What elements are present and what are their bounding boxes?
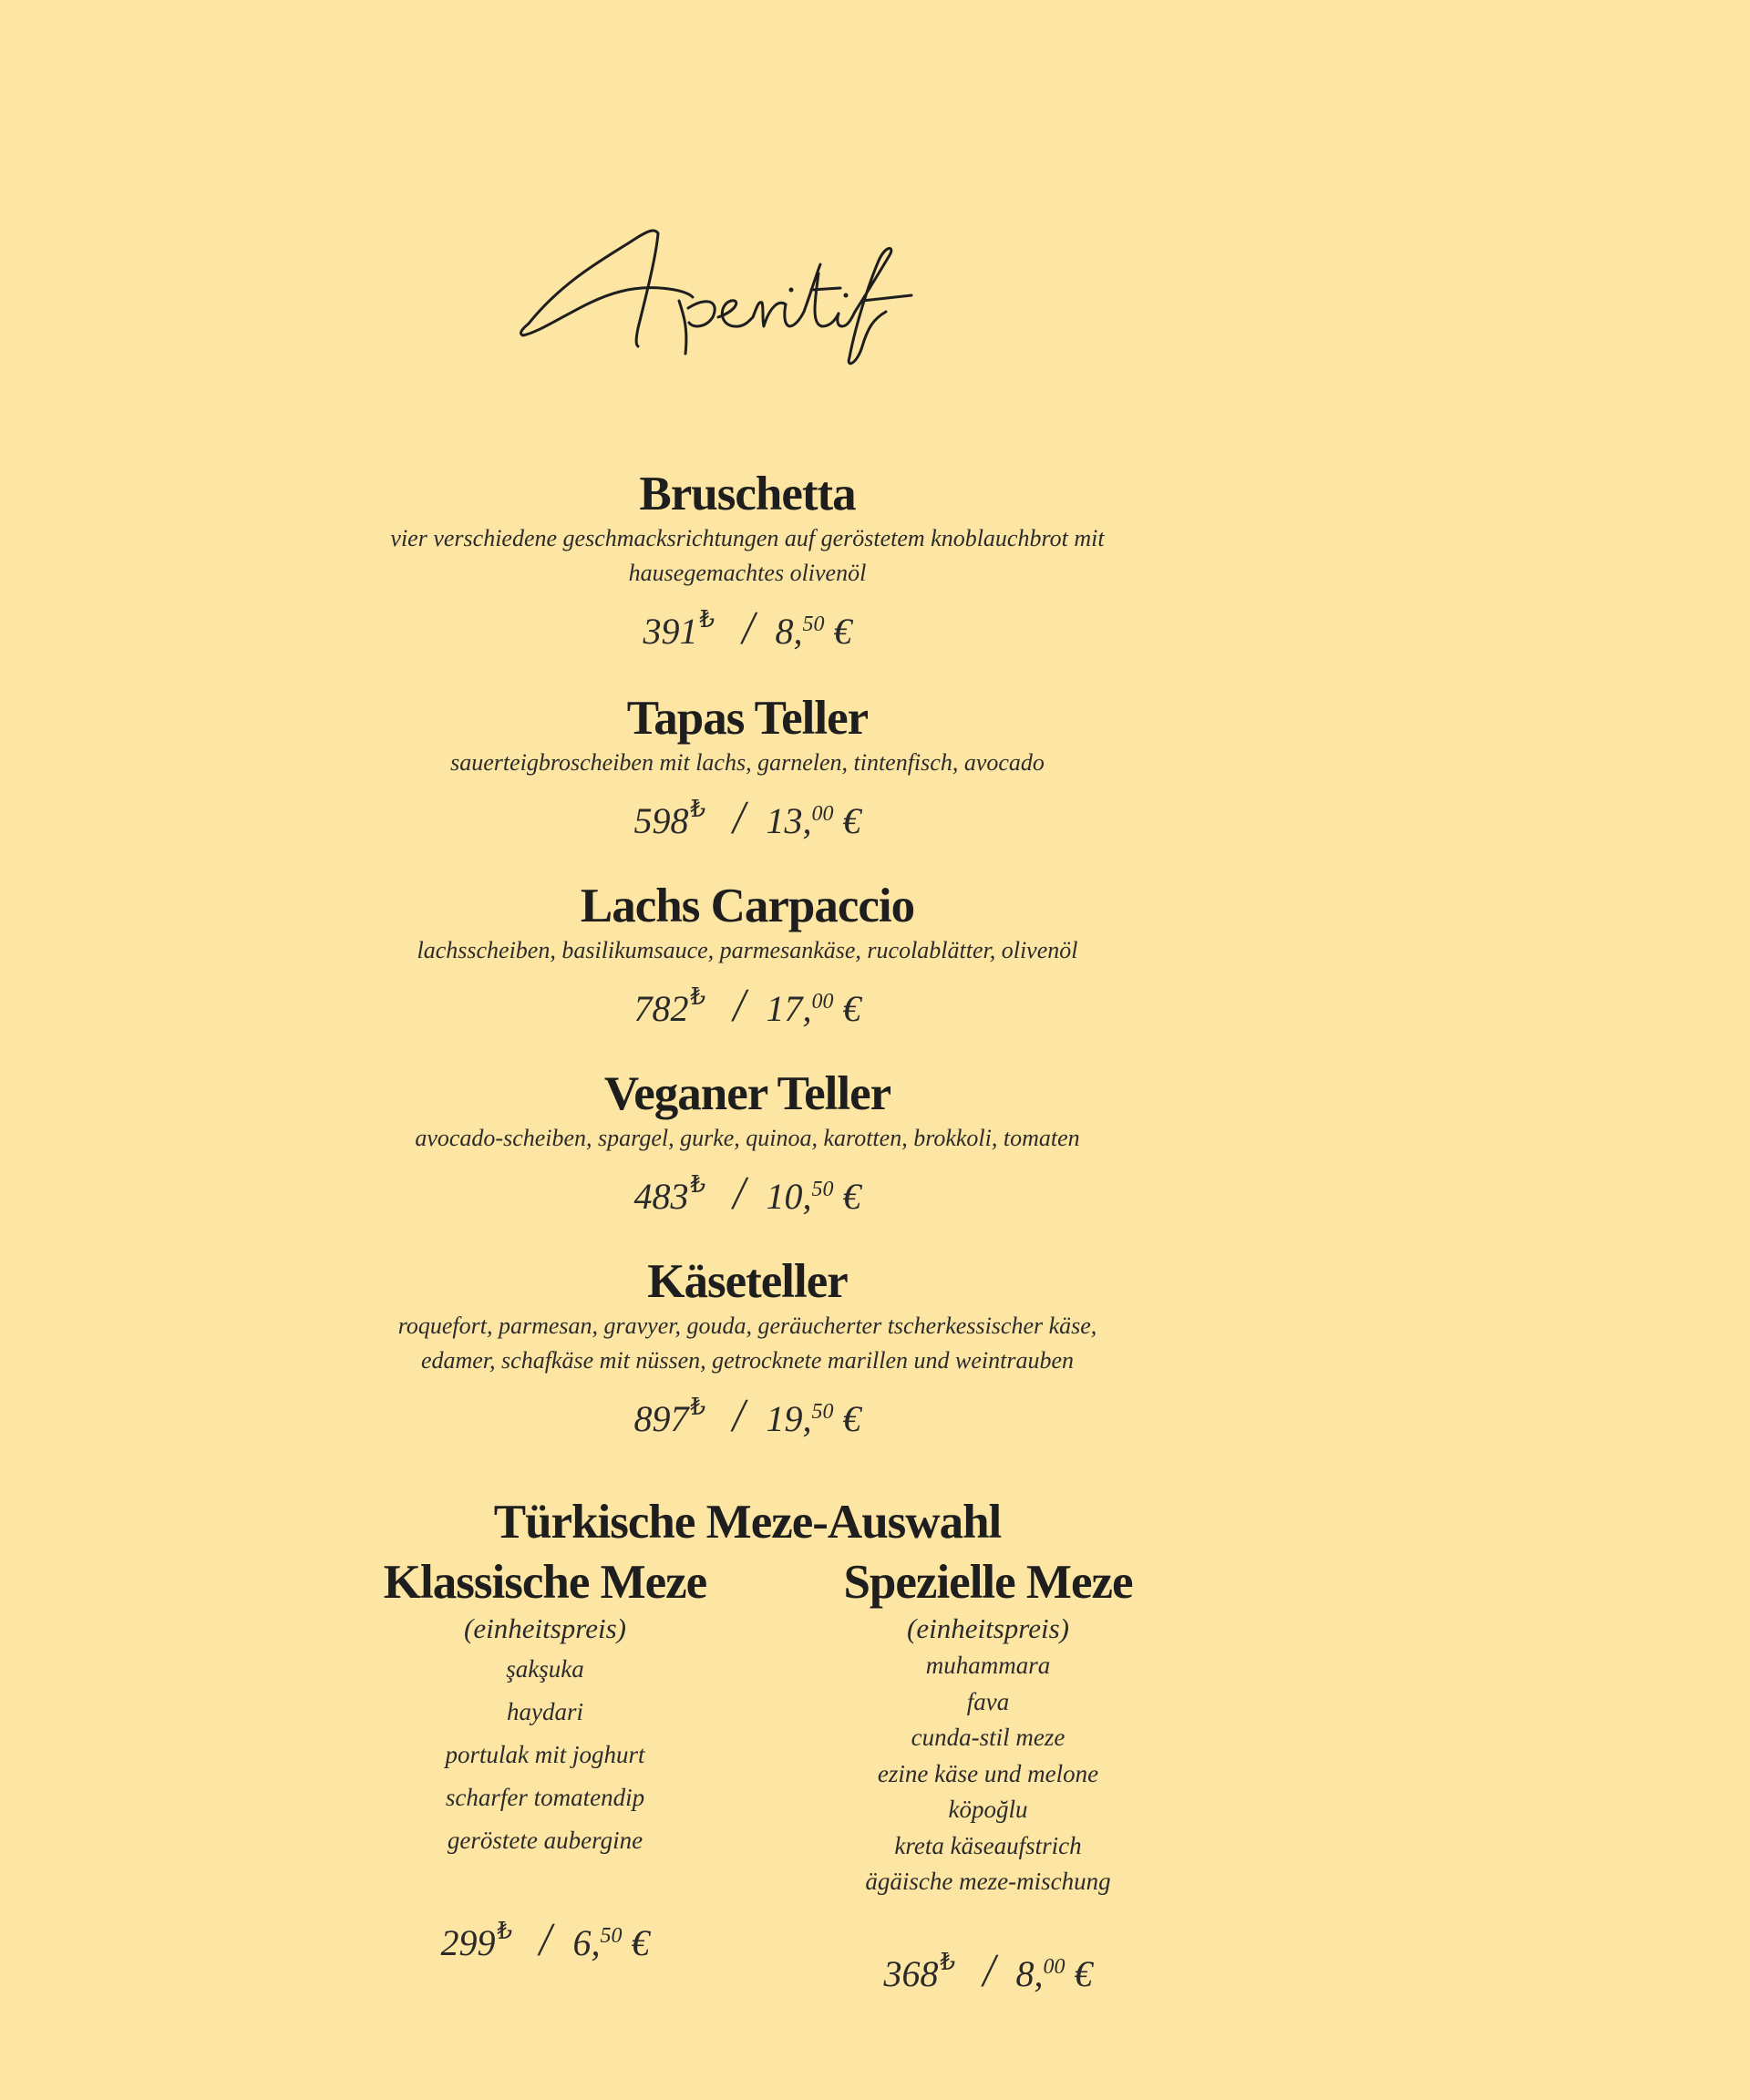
price-try: 391	[643, 611, 698, 652]
list-item: köpoğlu	[948, 1796, 1028, 1823]
item-price	[415, 1159, 1079, 1222]
price-separator: /	[729, 792, 750, 844]
special-meze-list	[843, 1648, 1132, 1900]
item-description-line: roquefort, parmesan, gravyer, gouda, geräucherter tscherkessischer käse,	[397, 1312, 1097, 1339]
list-item: muhammara	[925, 1652, 1051, 1679]
price-eur-int: 19,	[766, 1398, 812, 1439]
item-description-line: avocado-scheiben, spargel, gurke, quinoa, karotten, brokkoli, tomaten	[415, 1125, 1080, 1151]
price-eur-int: 10,	[766, 1176, 812, 1217]
item-description-line: vier verschiedene geschmacksrichtungen auf geröstetem knoblauchbrot mit	[390, 525, 1105, 551]
item-name: Lachs Carpaccio	[580, 880, 915, 932]
list-item: scharfer tomatendip	[445, 1784, 645, 1811]
price-separator: /	[729, 1168, 750, 1220]
classic-meze-title: Klassische Meze	[383, 1556, 707, 1609]
price-eur-cents: 00	[811, 990, 834, 1014]
euro-sign: €	[842, 988, 861, 1029]
menu-item-bruschetta	[390, 467, 1104, 657]
price-separator: /	[729, 980, 750, 1032]
special-meze-title: Spezielle Meze	[843, 1556, 1133, 1609]
price-try: 483	[633, 1176, 689, 1217]
special-meze-column	[843, 1555, 1132, 2000]
lira-sign: ₺	[690, 796, 706, 822]
price-eur-int: 13,	[766, 800, 812, 841]
price-eur-int: 8,	[775, 611, 803, 652]
euro-sign: €	[842, 1176, 861, 1217]
price-try: 782	[633, 988, 689, 1029]
item-name: Veganer Teller	[603, 1067, 891, 1120]
price-eur-cents: 50	[811, 1178, 834, 1201]
price-eur-cents: 50	[802, 612, 825, 636]
classic-meze-list	[384, 1648, 706, 1862]
euro-sign: €	[842, 1398, 861, 1439]
euro-sign: €	[1074, 1952, 1093, 1994]
item-description-line: edamer, schafkäse mit nüssen, getrocknete marillen und weintrauben	[420, 1347, 1075, 1374]
item-description-line: lachsscheiben, basilikumsauce, parmesankäse, rucolablätter, olivenöl	[417, 937, 1078, 963]
menu-item-tapas-teller	[450, 691, 1045, 847]
price-eur-int: 8,	[1015, 1952, 1044, 1994]
list-item: kreta käseaufstrich	[894, 1831, 1082, 1859]
euro-sign: €	[833, 611, 852, 652]
price-eur-cents: 00	[1043, 1954, 1065, 1979]
list-item: haydari	[506, 1698, 583, 1725]
list-item: şakşuka	[506, 1655, 584, 1683]
item-description-line: hausegemachtes olivenöl	[628, 560, 867, 586]
price-separator: /	[738, 602, 759, 654]
menu-item-lachs-carpaccio	[417, 879, 1078, 1035]
price-separator: /	[536, 1914, 557, 1966]
list-item: cunda-stil meze	[911, 1724, 1065, 1751]
item-price	[417, 972, 1078, 1035]
price-try: 368	[883, 1952, 939, 1994]
list-item: fava	[966, 1687, 1010, 1715]
list-item: ägäische meze-mischung	[865, 1868, 1111, 1895]
classic-meze-column	[384, 1555, 706, 1969]
euro-sign: €	[631, 1922, 650, 1963]
price-separator: /	[979, 1944, 1000, 1997]
menu-item-veganer-teller	[415, 1066, 1079, 1222]
lira-sign: ₺	[690, 1171, 706, 1198]
price-try: 598	[633, 800, 689, 841]
page-title-aperitif	[510, 201, 984, 374]
price-eur-cents: 00	[811, 802, 834, 826]
price-eur-cents: 50	[600, 1924, 623, 1948]
price-try: 897	[633, 1398, 689, 1439]
special-meze-subtitle: (einheitspreis)	[907, 1612, 1069, 1644]
item-name: Bruschetta	[639, 468, 856, 520]
list-item: portulak mit joghurt	[445, 1741, 645, 1768]
item-name: Käseteller	[647, 1255, 848, 1308]
price-eur-int: 6,	[572, 1922, 601, 1963]
lira-sign: ₺	[497, 1918, 513, 1944]
item-price	[450, 784, 1045, 847]
meze-section-title: Türkische Meze-Auswahl	[493, 1496, 1002, 1549]
price-eur-cents: 50	[811, 1400, 834, 1424]
item-name: Tapas Teller	[626, 692, 869, 745]
lira-sign: ₺	[699, 606, 715, 633]
item-price	[398, 1382, 1097, 1445]
menu-item-kaeseteller	[398, 1254, 1097, 1445]
item-price	[390, 594, 1104, 657]
classic-meze-price	[384, 1906, 706, 1969]
list-item: ezine käse und melone	[877, 1759, 1099, 1787]
item-description-line: sauerteigbroscheiben mit lachs, garnelen, tintenfisch, avocado	[450, 749, 1045, 776]
lira-sign: ₺	[690, 1394, 706, 1420]
price-separator: /	[729, 1390, 750, 1442]
classic-meze-subtitle: (einheitspreis)	[464, 1612, 626, 1644]
price-eur-int: 17,	[766, 988, 812, 1029]
lira-sign: ₺	[940, 1948, 956, 1975]
special-meze-price	[843, 1937, 1132, 2000]
list-item: geröstete aubergine	[447, 1827, 643, 1854]
euro-sign: €	[842, 800, 861, 841]
lira-sign: ₺	[690, 983, 706, 1010]
price-try: 299	[440, 1922, 496, 1963]
